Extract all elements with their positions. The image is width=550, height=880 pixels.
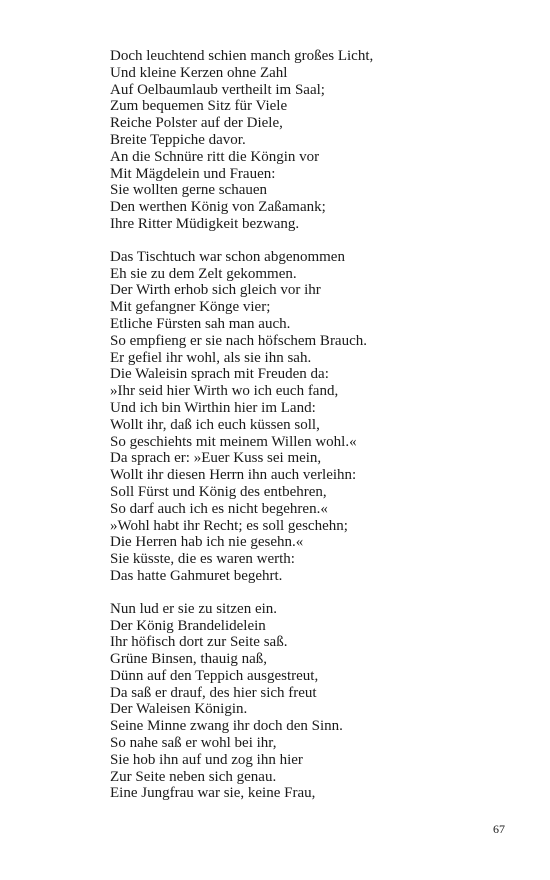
poem-text xyxy=(110,48,510,818)
verse-line: Sie hob ihn auf und zog ihn hier xyxy=(110,751,303,768)
verse-line: Ihre Ritter Müdigkeit bezwang. xyxy=(110,215,300,232)
verse-line: Wollt ihr diesen Herrn ihn auch verleihn: xyxy=(110,467,357,484)
verse-line: Und ich bin Wirthin hier im Land: xyxy=(110,399,316,416)
verse-line: Eine Jungfrau war sie, keine Frau, xyxy=(110,785,316,802)
verse-line: Seine Minne zwang ihr doch den Sinn. xyxy=(110,718,343,735)
verse-line: Und kleine Kerzen ohne Zahl xyxy=(110,64,288,81)
verse-line: Doch leuchtend schien manch großes Licht, xyxy=(110,48,374,64)
verse-line: Der Waleisen Königin. xyxy=(110,701,248,718)
verse-line: Reiche Polster auf der Diele, xyxy=(110,115,283,132)
verse-line: Sie küsste, die es waren werth: xyxy=(110,551,295,568)
verse-line: Wollt ihr, daß ich euch küssen soll, xyxy=(110,416,320,433)
verse-line: Zur Seite neben sich genau. xyxy=(110,768,277,785)
page-number: 67 xyxy=(493,822,505,836)
verse-line: Sie wollten gerne schauen xyxy=(110,182,268,199)
verse-line: Eh sie zu dem Zelt gekommen. xyxy=(110,265,297,282)
stanza xyxy=(110,48,510,233)
verse-line: Der Wirth erhob sich gleich vor ihr xyxy=(110,282,321,299)
verse-line: So empfieng er sie nach höfschem Brauch. xyxy=(110,332,367,349)
verse-line: Ihr höfisch dort zur Seite saß. xyxy=(110,634,288,651)
verse-line: Etliche Fürsten sah man auch. xyxy=(110,315,291,332)
stanza xyxy=(110,249,510,585)
verse-line: »Wohl habt ihr Recht; es soll geschehn; xyxy=(110,517,348,534)
verse-line: Auf Oelbaumlaub vertheilt im Saal; xyxy=(110,81,325,98)
verse-line: So darf auch ich es nicht begehren.« xyxy=(110,500,328,517)
verse-line: Da sprach er: »Euer Kuss sei mein, xyxy=(110,450,322,467)
verse-line: Das Tischtuch war schon abgenommen xyxy=(110,248,345,265)
stanza xyxy=(110,601,510,803)
verse-line: So geschiehts mit meinem Willen wohl.« xyxy=(110,433,357,450)
verse-line: »Ihr seid hier Wirth wo ich euch fand, xyxy=(110,383,339,400)
verse-line: Die Herren hab ich nie gesehn.« xyxy=(110,534,304,551)
verse-line: Mit gefangner Könge vier; xyxy=(110,299,271,316)
verse-line: Er gefiel ihr wohl, als sie ihn sah. xyxy=(110,349,312,366)
verse-line: Der König Brandelidelein xyxy=(110,617,266,634)
verse-line: Das hatte Gahmuret begehrt. xyxy=(110,567,283,584)
verse-line: Soll Fürst und König des entbehren, xyxy=(110,483,327,500)
verse-line: Zum bequemen Sitz für Viele xyxy=(110,98,288,115)
verse-line: Nun lud er sie zu sitzen ein. xyxy=(110,600,278,617)
verse-line: Den werthen König von Zaßamank; xyxy=(110,199,326,216)
verse-line: Dünn auf den Teppich ausgestreut, xyxy=(110,667,319,684)
verse-line: Grüne Binsen, thauig naß, xyxy=(110,651,268,668)
verse-line: So nahe saß er wohl bei ihr, xyxy=(110,735,277,752)
verse-line: An die Schnüre ritt die Köngin vor xyxy=(110,148,320,165)
verse-line: Da saß er drauf, des hier sich freut xyxy=(110,684,317,701)
verse-line: Mit Mägdelein und Frauen: xyxy=(110,165,276,182)
verse-line: Die Waleisin sprach mit Freuden da: xyxy=(110,366,329,383)
verse-line: Breite Teppiche davor. xyxy=(110,131,246,148)
